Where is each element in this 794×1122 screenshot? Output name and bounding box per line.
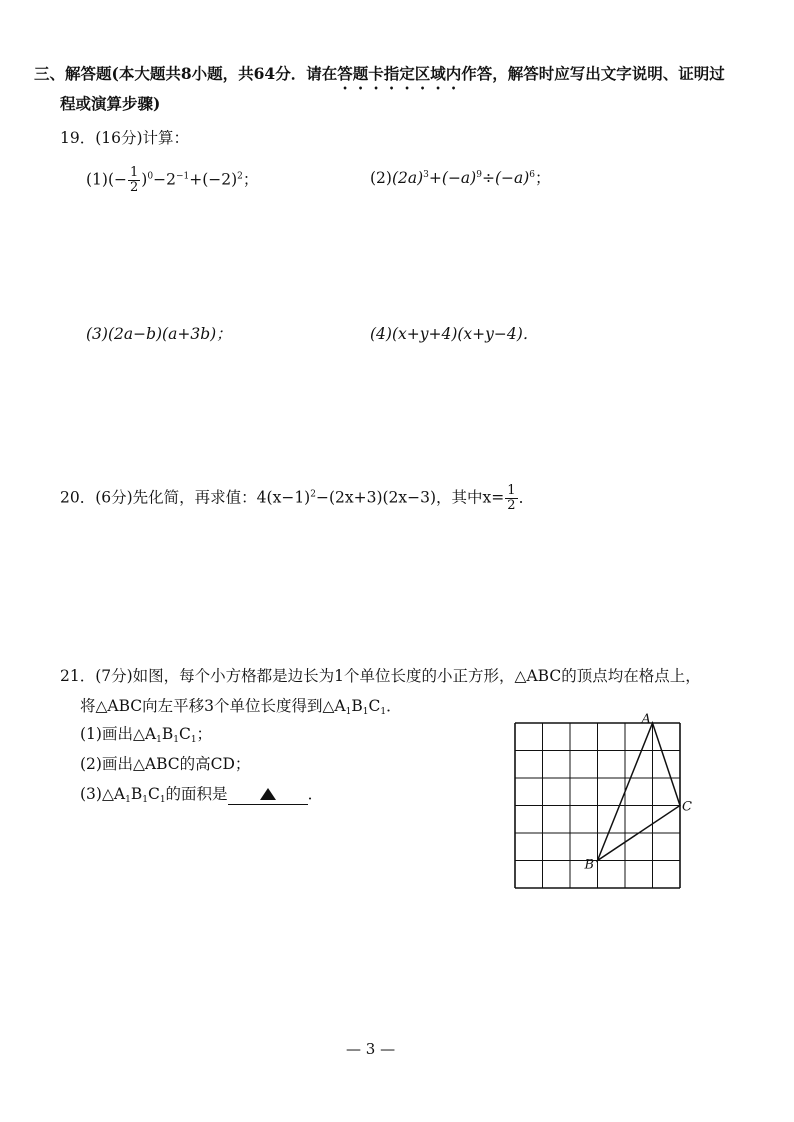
q19-header: 19．(16分)计算： — [60, 129, 190, 147]
q19-part4: (4)(x+y+4)(x+y−4)． — [370, 325, 539, 343]
triangle-edges — [598, 723, 681, 861]
fraction: $\frac{1}{2}$ — [507, 483, 516, 513]
section-title-part-a: 三、解答题(本大题共8小题，共64分．请在 — [34, 64, 338, 83]
q21-line2: 将△ABC向左平移3个单位长度得到$\triangle A_1B_1C_1$． — [80, 697, 402, 717]
vertex-label-a: A — [641, 712, 651, 727]
vertex-label-b: B — [584, 857, 595, 873]
q21-sub1: (1)画出$\triangle A_1B_1C_1$； — [80, 725, 213, 745]
vertex-label-c: C — [682, 799, 692, 815]
q19-part3: (3)(2a−b)(a+3b)； — [86, 325, 232, 343]
q19-part2: $(2)(2a)^3+(-a)^9\div(-a)^6$； — [370, 169, 551, 187]
section-title-emphasis: 答题卡指定区域内 — [337, 64, 462, 83]
grid-svg — [514, 712, 696, 894]
q21-line1: 21．(7分)如图，每个小方格都是边长为1个单位长度的小正方形，△ABC的顶点均在格点上， — [60, 667, 701, 685]
q21-sub3: $(3)\triangle A_1B_1C_1$的面积是 ． — [80, 785, 324, 805]
grid-figure — [514, 712, 692, 886]
fraction: $\frac{1}{2}$ — [130, 165, 139, 195]
section-title-line1 — [34, 64, 725, 93]
triangle-abc — [598, 723, 681, 861]
grid-lines — [515, 723, 680, 888]
section-title-part-b: 作答，解答时应写出文字说明、证明过 — [461, 64, 725, 83]
answer-blank[interactable] — [228, 784, 308, 805]
q20-question: 20．(6分)先化简，再求值：$4(x-1)^2-(2x+3)(2x-3)$，其中x= $\frac{1}{2}$ ． — [60, 483, 535, 513]
section-title-line2: 程或演算步骤) — [60, 94, 161, 113]
q19-part1: (1)(− $\frac{1}{2}$ )$^0-2^{-1}+(-2)^2$； — [86, 165, 259, 195]
page-number: — 3 — — [346, 1040, 396, 1058]
q21-sub2: (2)画出△ABC的高CD； — [80, 755, 251, 773]
triangle-icon — [260, 788, 276, 800]
